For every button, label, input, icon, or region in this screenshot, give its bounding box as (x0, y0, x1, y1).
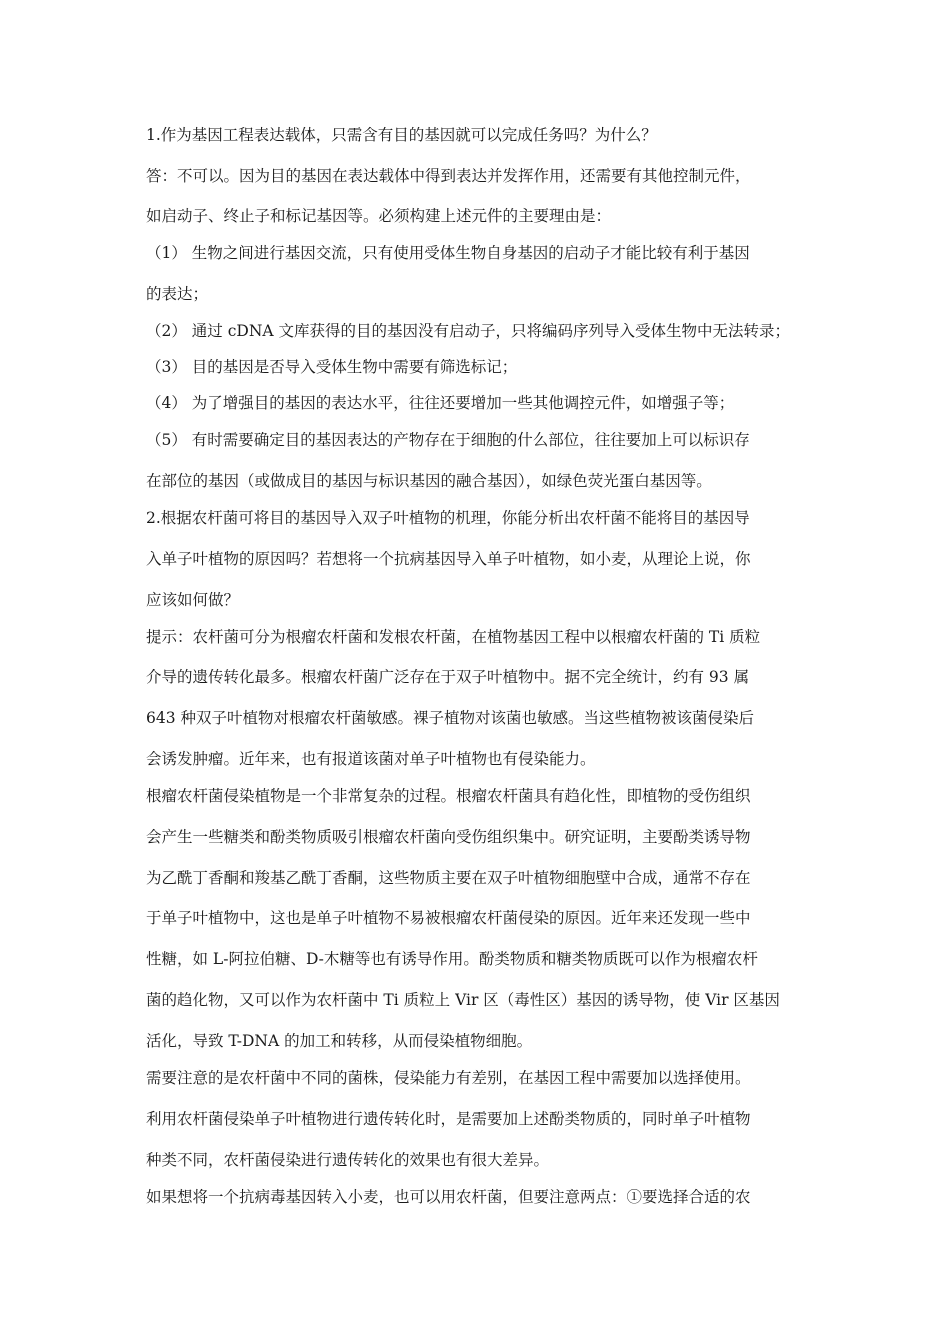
question-2-line: 入单子叶植物的原因吗？若想将一个抗病基因导入单子叶植物，如小麦，从理论上说，你 (146, 550, 751, 568)
answer-item-1: （1） 生物之间进行基因交流，只有使用受体生物自身基因的启动子才能比较有利于基因 (146, 244, 750, 262)
paragraph-line: 性糖，如 L-阿拉伯糖、D-木糖等也有诱导作用。酚类物质和糖类物质既可以作为根瘤农杆 (146, 950, 758, 968)
paragraph-line: 活化，导致 T-DNA 的加工和转移，从而侵染植物细胞。 (146, 1032, 533, 1050)
paragraph-line: 需要注意的是农杆菌中不同的菌株，侵染能力有差别，在基因工程中需要加以选择使用。 (146, 1069, 751, 1087)
answer-item-5: （5） 有时需要确定目的基因表达的产物存在于细胞的什么部位，往往要加上可以标识存 (146, 431, 750, 449)
paragraph-line: 于单子叶植物中，这也是单子叶植物不易被根瘤农杆菌侵染的原因。近年来还发现一些中 (146, 909, 751, 927)
hint-line: 提示：农杆菌可分为根瘤农杆菌和发根农杆菌，在植物基因工程中以根瘤农杆菌的 Ti 质粒 (146, 628, 761, 646)
question-2-line: 应该如何做？ (146, 591, 240, 609)
hint-line: 会诱发肿瘤。近年来，也有报道该菌对单子叶植物也有侵染能力。 (146, 750, 596, 768)
hint-line: 介导的遗传转化最多。根瘤农杆菌广泛存在于双子叶植物中。据不完全统计，约有 93 属 (146, 668, 750, 686)
paragraph-line: 菌的趋化物，又可以作为农杆菌中 Ti 质粒上 Vir 区（毒性区）基因的诱导物，使 Vir 区基因 (146, 991, 780, 1009)
paragraph-line: 利用农杆菌侵染单子叶植物进行遗传转化时，是需要加上述酚类物质的，同时单子叶植物 (146, 1110, 751, 1128)
answer-line: 答：不可以。因为目的基因在表达载体中得到表达并发挥作用，还需要有其他控制元件， (146, 167, 751, 185)
paragraph-line: 根瘤农杆菌侵染植物是一个非常复杂的过程。根瘤农杆菌具有趋化性，即植物的受伤组织 (146, 787, 751, 805)
answer-item-2: （2） 通过 cDNA 文库获得的目的基因没有启动子，只将编码序列导入受体生物中无法转录； (146, 322, 791, 340)
paragraph-line: 如果想将一个抗病毒基因转入小麦，也可以用农杆菌，但要注意两点：①要选择合适的农 (146, 1188, 751, 1206)
question-2: 2.根据农杆菌可将目的基因导入双子叶植物的机理，你能分析出农杆菌不能将目的基因导 (146, 509, 750, 527)
paragraph-line: 会产生一些糖类和酚类物质吸引根瘤农杆菌向受伤组织集中。研究证明，主要酚类诱导物 (146, 828, 751, 846)
answer-item-3: （3） 目的基因是否导入受体生物中需要有筛选标记； (146, 358, 518, 376)
hint-line: 643 种双子叶植物对根瘤农杆菌敏感。裸子植物对该菌也敏感。当这些植物被该菌侵染后 (146, 709, 755, 727)
paragraph-line: 为乙酰丁香酮和羧基乙酰丁香酮，这些物质主要在双子叶植物细胞壁中合成，通常不存在 (146, 869, 751, 887)
answer-line: 在部位的基因（或做成目的基因与标识基因的融合基因），如绿色荧光蛋白基因等。 (146, 472, 712, 490)
answer-line: 的表达； (146, 285, 209, 303)
answer-item-4: （4） 为了增强目的基因的表达水平，往往还要增加一些其他调控元件，如增强子等； (146, 394, 735, 412)
answer-line: 如启动子、终止子和标记基因等。必须构建上述元件的主要理由是： (146, 207, 612, 225)
question-1: 1.作为基因工程表达载体，只需含有目的基因就可以完成任务吗？为什么？ (146, 126, 657, 144)
paragraph-line: 种类不同，农杆菌侵染进行遗传转化的效果也有很大差异。 (146, 1151, 550, 1169)
